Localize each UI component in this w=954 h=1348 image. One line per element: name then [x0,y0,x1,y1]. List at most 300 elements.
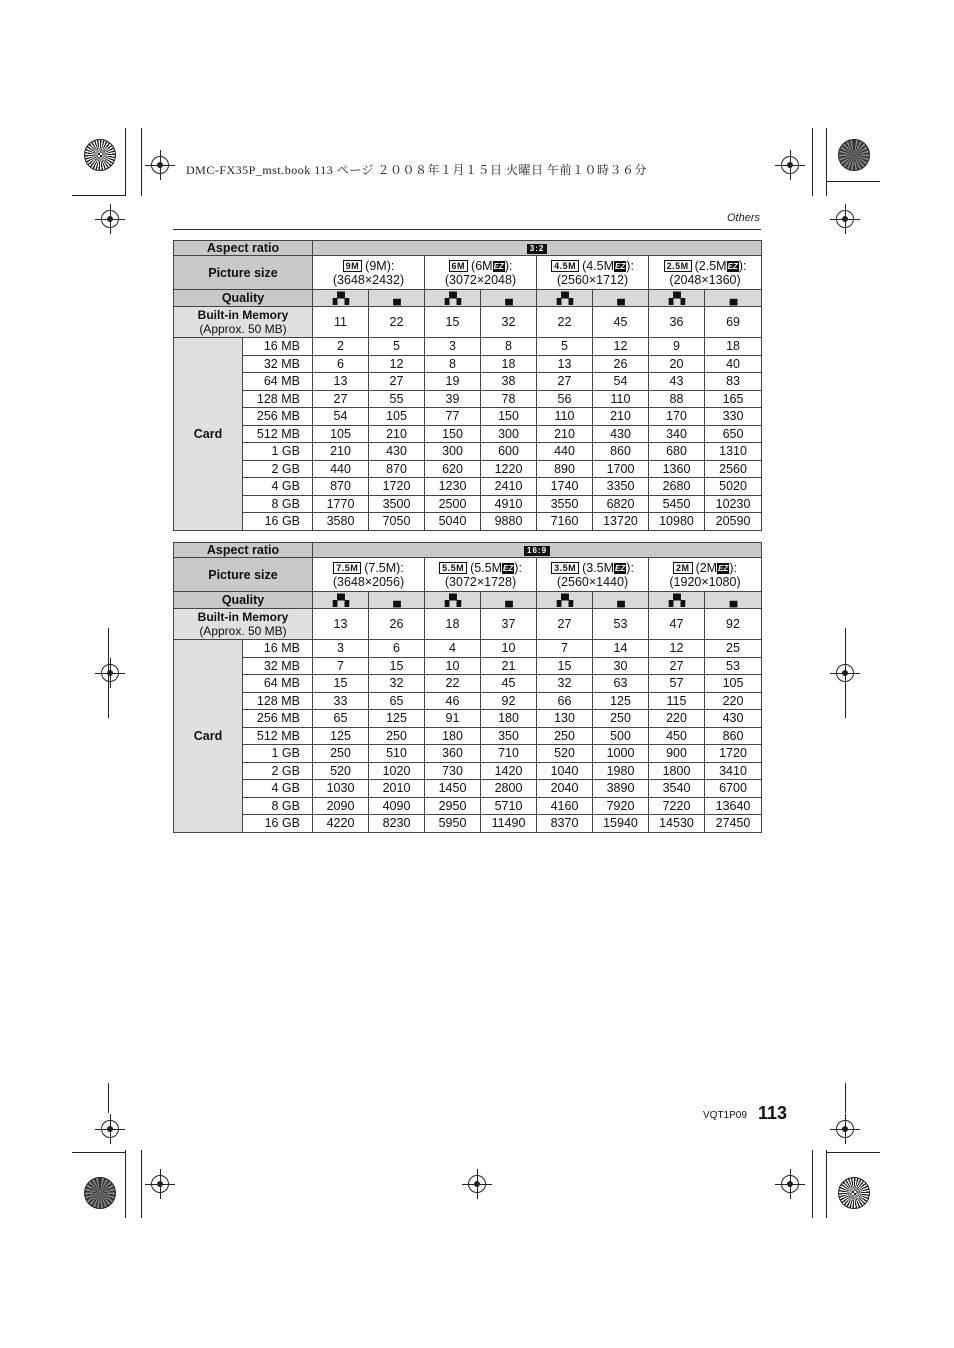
capacity-value: 1450 [425,780,481,798]
capacity-value: 1310 [705,443,762,461]
capacity-value: 250 [369,727,425,745]
ez-icon: EZ [718,563,729,573]
capacity-value: 510 [369,745,425,763]
table-row [174,657,762,675]
capacity-value: 7 [313,657,369,675]
capacity-value: 1980 [593,762,649,780]
capacity-value: 66 [537,692,593,710]
capacity-value: 2010 [369,780,425,798]
crop-line [108,1083,109,1113]
ez-icon: EZ [493,261,504,271]
capacity-value: 69 [705,307,762,338]
picture-size-resolution: (2560×1440) [556,574,629,589]
table-row [174,390,762,408]
table-row [174,727,762,745]
capacity-value: 57 [649,675,705,693]
picture-size-name: (5.5M [470,560,503,575]
capacity-value: 36 [649,307,705,338]
capacity-value: 125 [313,727,369,745]
registration-star-icon [84,1177,116,1209]
card-size: 16 MB [243,338,313,356]
resolution-icon: 7.5M [333,562,361,574]
capacity-value: 1800 [649,762,705,780]
crop-line [125,128,126,196]
capacity-value: 8 [425,355,481,373]
picture-size-name: (9M): [365,258,395,273]
capacity-value: 9880 [481,513,537,531]
crosshair-icon [95,204,125,234]
capacity-value: 8 [481,338,537,356]
table-row [174,408,762,426]
crop-line [72,1152,126,1153]
picture-size-name: (7.5M): [364,560,404,575]
capacity-value: 360 [425,745,481,763]
capacity-value: 22 [425,675,481,693]
capacity-value: 3500 [369,495,425,513]
capacity-value: 47 [649,609,705,640]
crop-line [826,1150,827,1218]
capacity-value: 210 [313,443,369,461]
fine-quality-icon: ▞▚ [313,290,369,307]
table-row [174,692,762,710]
section-label: Others [726,212,760,224]
capacity-value: 11 [313,307,369,338]
capacity-value: 10 [481,640,537,658]
crop-line [108,628,109,718]
capacity-value: 125 [369,710,425,728]
picture-size-cell: 2.5M (2.5MEZ): (2048×1360) [649,256,762,290]
standard-quality-icon: ▄ [705,290,762,307]
picture-size-cell: 3.5M (3.5MEZ): (2560×1440) [537,558,649,592]
picture-size-label: Picture size [174,558,313,592]
capacity-value: 15 [425,307,481,338]
capacity-value: 32 [481,307,537,338]
capacity-value: 900 [649,745,705,763]
capacity-value: 26 [593,355,649,373]
table-row [174,478,762,496]
table-row [174,513,762,531]
card-size: 8 GB [243,797,313,815]
capacity-value: 6 [369,640,425,658]
picture-size-label: Picture size [174,256,313,290]
capacity-value: 250 [593,710,649,728]
capacity-value: 5 [537,338,593,356]
standard-quality-icon: ▄ [593,290,649,307]
crosshair-icon [775,1169,805,1199]
card-size: 16 GB [243,815,313,833]
capacity-value: 7050 [369,513,425,531]
capacity-table-16-9 [173,542,762,833]
capacity-value: 15940 [593,815,649,833]
capacity-value: 1420 [481,762,537,780]
card-size: 16 GB [243,513,313,531]
capacity-value: 30 [593,657,649,675]
table-row [174,338,762,356]
capacity-value: 110 [593,390,649,408]
capacity-value: 3 [425,338,481,356]
capacity-value: 27 [537,609,593,640]
crop-line [845,628,846,718]
capacity-value: 3 [313,640,369,658]
picture-size-cell [313,558,425,592]
capacity-value: 130 [537,710,593,728]
resolution-icon: 9M [343,260,363,272]
capacity-value: 32 [537,675,593,693]
standard-quality-icon: ▄ [705,592,762,609]
table-row [174,373,762,391]
capacity-value: 43 [649,373,705,391]
capacity-value: 27450 [705,815,762,833]
capacity-value: 1740 [537,478,593,496]
quality-row [174,592,762,609]
crop-line [125,1150,126,1218]
crop-line [826,128,827,196]
capacity-value: 39 [425,390,481,408]
capacity-value: 38 [481,373,537,391]
aspect-ratio-value [313,543,762,558]
capacity-value: 860 [593,443,649,461]
crosshair-icon [775,150,805,180]
capacity-value: 350 [481,727,537,745]
capacity-value: 165 [705,390,762,408]
picture-size-cell: 2M (2MEZ): (1920×1080) [649,558,762,592]
capacity-value: 14 [593,640,649,658]
fine-quality-icon: ▞▚ [537,290,593,307]
registration-star-icon [838,139,870,171]
capacity-value: 4 [425,640,481,658]
capacity-value: 14530 [649,815,705,833]
capacity-value: 32 [369,675,425,693]
capacity-value: 15 [369,657,425,675]
capacity-value: 18 [705,338,762,356]
capacity-value: 27 [649,657,705,675]
picture-size-cell: 4.5M (4.5MEZ): (2560×1712) [537,256,649,290]
capacity-value: 13640 [705,797,762,815]
capacity-value: 150 [425,425,481,443]
capacity-value: 53 [705,657,762,675]
builtin-memory-row [174,609,762,640]
capacity-value: 1220 [481,460,537,478]
standard-quality-icon: ▄ [369,592,425,609]
resolution-icon: 2M [673,562,693,574]
capacity-value: 3580 [313,513,369,531]
capacity-value: 55 [369,390,425,408]
table-row [174,762,762,780]
capacity-value: 7920 [593,797,649,815]
capacity-value: 5 [369,338,425,356]
capacity-value: 3410 [705,762,762,780]
capacity-value: 4160 [537,797,593,815]
builtin-memory-capacity: (Approx. 50 MB) [199,322,287,336]
capacity-value: 890 [537,460,593,478]
capacity-value: 92 [705,609,762,640]
capacity-value: 91 [425,710,481,728]
ez-icon: EZ [727,261,738,271]
capacity-value: 250 [313,745,369,763]
ez-icon: EZ [503,563,514,573]
crop-line [72,195,126,196]
fine-quality-icon: ▞▚ [649,592,705,609]
capacity-value: 330 [705,408,762,426]
capacity-value: 27 [313,390,369,408]
capacity-value: 1770 [313,495,369,513]
crosshair-icon [145,1169,175,1199]
table-row [174,425,762,443]
card-size: 64 MB [243,373,313,391]
capacity-value: 110 [537,408,593,426]
capacity-value: 5040 [425,513,481,531]
capacity-value: 8230 [369,815,425,833]
crop-line [812,128,813,196]
table-row [174,495,762,513]
capacity-value: 430 [593,425,649,443]
capacity-value: 2410 [481,478,537,496]
fine-quality-icon: ▞▚ [425,592,481,609]
capacity-value: 2560 [705,460,762,478]
builtin-memory-row [174,307,762,338]
picture-size-name: (4.5M [582,258,615,273]
capacity-value: 105 [369,408,425,426]
capacity-value: 2040 [537,780,593,798]
crop-line [141,128,142,196]
capacity-value: 40 [705,355,762,373]
capacity-value: 1720 [705,745,762,763]
capacity-value: 3540 [649,780,705,798]
card-size: 512 MB [243,727,313,745]
ez-icon: EZ [615,563,626,573]
capacity-value: 1230 [425,478,481,496]
card-size: 512 MB [243,425,313,443]
capacity-value: 1360 [649,460,705,478]
capacity-value: 3890 [593,780,649,798]
capacity-value: 4220 [313,815,369,833]
crosshair-icon [830,1114,860,1144]
picture-size-cell: 5.5M (5.5MEZ): (3072×1728) [425,558,537,592]
fine-quality-icon: ▞▚ [537,592,593,609]
picture-size-cell: 6M (6MEZ): (3072×2048) [425,256,537,290]
capacity-value: 150 [481,408,537,426]
aspect-ratio-icon: 16:9 [524,546,550,556]
aspect-ratio-value [313,241,762,256]
capacity-value: 37 [481,609,537,640]
capacity-value: 600 [481,443,537,461]
capacity-value: 680 [649,443,705,461]
capacity-value: 27 [537,373,593,391]
aspect-ratio-label: Aspect ratio [174,543,313,558]
card-size: 32 MB [243,657,313,675]
card-size: 2 GB [243,762,313,780]
aspect-row [174,543,762,558]
table-row [174,745,762,763]
capacity-value: 18 [481,355,537,373]
quality-row [174,290,762,307]
picture-size-resolution: (3072×2048) [444,272,517,287]
registration-star-icon [84,139,116,171]
capacity-value: 7 [537,640,593,658]
registration-star-icon [838,1177,870,1209]
table-row [174,797,762,815]
capacity-value: 440 [537,443,593,461]
header-rule [173,229,761,230]
crosshair-icon [95,658,125,688]
capacity-value: 210 [593,408,649,426]
capacity-value: 78 [481,390,537,408]
aspect-ratio-icon: 3:2 [527,244,548,254]
card-size: 256 MB [243,408,313,426]
capacity-value: 115 [649,692,705,710]
capacity-value: 5710 [481,797,537,815]
capacity-value: 18 [425,609,481,640]
resolution-icon: 2.5M [664,260,692,272]
ez-icon: EZ [615,261,626,271]
card-size: 1 GB [243,745,313,763]
capacity-value: 730 [425,762,481,780]
card-label: Card [174,338,243,531]
capacity-value: 54 [593,373,649,391]
capacity-value: 300 [481,425,537,443]
card-size: 8 GB [243,495,313,513]
table-row [174,675,762,693]
capacity-value: 450 [649,727,705,745]
builtin-memory-label [174,609,313,640]
capacity-value: 45 [593,307,649,338]
capacity-value: 5450 [649,495,705,513]
capacity-value: 13 [313,609,369,640]
capacity-value: 19 [425,373,481,391]
capacity-value: 54 [313,408,369,426]
capacity-value: 10230 [705,495,762,513]
capacity-value: 340 [649,425,705,443]
capacity-value: 10980 [649,513,705,531]
builtin-memory-capacity: (Approx. 50 MB) [199,624,287,638]
capacity-value: 13 [313,373,369,391]
picture-size-row [174,256,762,290]
capacity-value: 1720 [369,478,425,496]
capacity-value: 860 [705,727,762,745]
capacity-value: 1020 [369,762,425,780]
capacity-value: 88 [649,390,705,408]
capacity-value: 500 [593,727,649,745]
picture-size-resolution: (2560×1712) [556,272,629,287]
card-size: 1 GB [243,443,313,461]
capacity-table-3-2 [173,240,762,531]
capacity-value: 7220 [649,797,705,815]
picture-size-name: (2M [695,560,718,575]
capacity-value: 220 [649,710,705,728]
capacity-value: 27 [369,373,425,391]
capacity-value: 180 [425,727,481,745]
card-size: 128 MB [243,692,313,710]
crop-line [826,181,880,182]
capacity-value: 6700 [705,780,762,798]
capacity-value: 3550 [537,495,593,513]
builtin-memory-title: Built-in Memory [197,610,289,624]
resolution-icon: 6M [449,260,469,272]
capacity-value: 4910 [481,495,537,513]
standard-quality-icon: ▄ [369,290,425,307]
capacity-value: 65 [369,692,425,710]
capacity-value: 6820 [593,495,649,513]
standard-quality-icon: ▄ [481,290,537,307]
capacity-value: 520 [313,762,369,780]
capacity-value: 26 [369,609,425,640]
aspect-row [174,241,762,256]
quality-label: Quality [174,592,313,609]
capacity-value: 56 [537,390,593,408]
capacity-value: 15 [313,675,369,693]
capacity-value: 20590 [705,513,762,531]
capacity-value: 2680 [649,478,705,496]
capacity-value: 440 [313,460,369,478]
capacity-value: 300 [425,443,481,461]
resolution-icon: 3.5M [551,562,579,574]
capacity-value: 6 [313,355,369,373]
standard-quality-icon: ▄ [593,592,649,609]
capacity-value: 250 [537,727,593,745]
picture-size-name: (2.5M [694,258,727,273]
crosshair-icon [95,1114,125,1144]
fine-quality-icon: ▞▚ [313,592,369,609]
picture-size-resolution: (3648×2056) [332,574,405,589]
resolution-icon: 5.5M [439,562,467,574]
capacity-value: 430 [705,710,762,728]
capacity-value: 5950 [425,815,481,833]
crosshair-icon [145,150,175,180]
card-size: 4 GB [243,780,313,798]
capacity-value: 870 [313,478,369,496]
capacity-value: 430 [369,443,425,461]
capacity-value: 20 [649,355,705,373]
crosshair-icon [830,204,860,234]
capacity-value: 53 [593,609,649,640]
card-size: 16 MB [243,640,313,658]
card-size: 256 MB [243,710,313,728]
capacity-value: 15 [537,657,593,675]
table-row [174,780,762,798]
capacity-value: 10 [425,657,481,675]
card-size: 2 GB [243,460,313,478]
capacity-value: 2800 [481,780,537,798]
capacity-value: 105 [705,675,762,693]
capacity-value: 11490 [481,815,537,833]
capacity-value: 105 [313,425,369,443]
capacity-value: 710 [481,745,537,763]
fine-quality-icon: ▞▚ [649,290,705,307]
fine-quality-icon: ▞▚ [425,290,481,307]
capacity-value: 8370 [537,815,593,833]
capacity-value: 12 [593,338,649,356]
capacity-value: 170 [649,408,705,426]
capacity-value: 180 [481,710,537,728]
capacity-value: 2950 [425,797,481,815]
capacity-value: 620 [425,460,481,478]
aspect-ratio-label: Aspect ratio [174,241,313,256]
capacity-value: 2 [313,338,369,356]
picture-size-row [174,558,762,592]
capacity-value: 7160 [537,513,593,531]
capacity-value: 63 [593,675,649,693]
picture-size-resolution: (3648×2432) [332,272,405,287]
builtin-memory-title: Built-in Memory [197,308,289,322]
capacity-value: 2090 [313,797,369,815]
capacity-value: 4090 [369,797,425,815]
card-size: 128 MB [243,390,313,408]
card-label: Card [174,640,243,833]
capacity-value: 1040 [537,762,593,780]
crosshair-icon [462,1169,492,1199]
capacity-value: 220 [705,692,762,710]
capacity-value: 650 [705,425,762,443]
